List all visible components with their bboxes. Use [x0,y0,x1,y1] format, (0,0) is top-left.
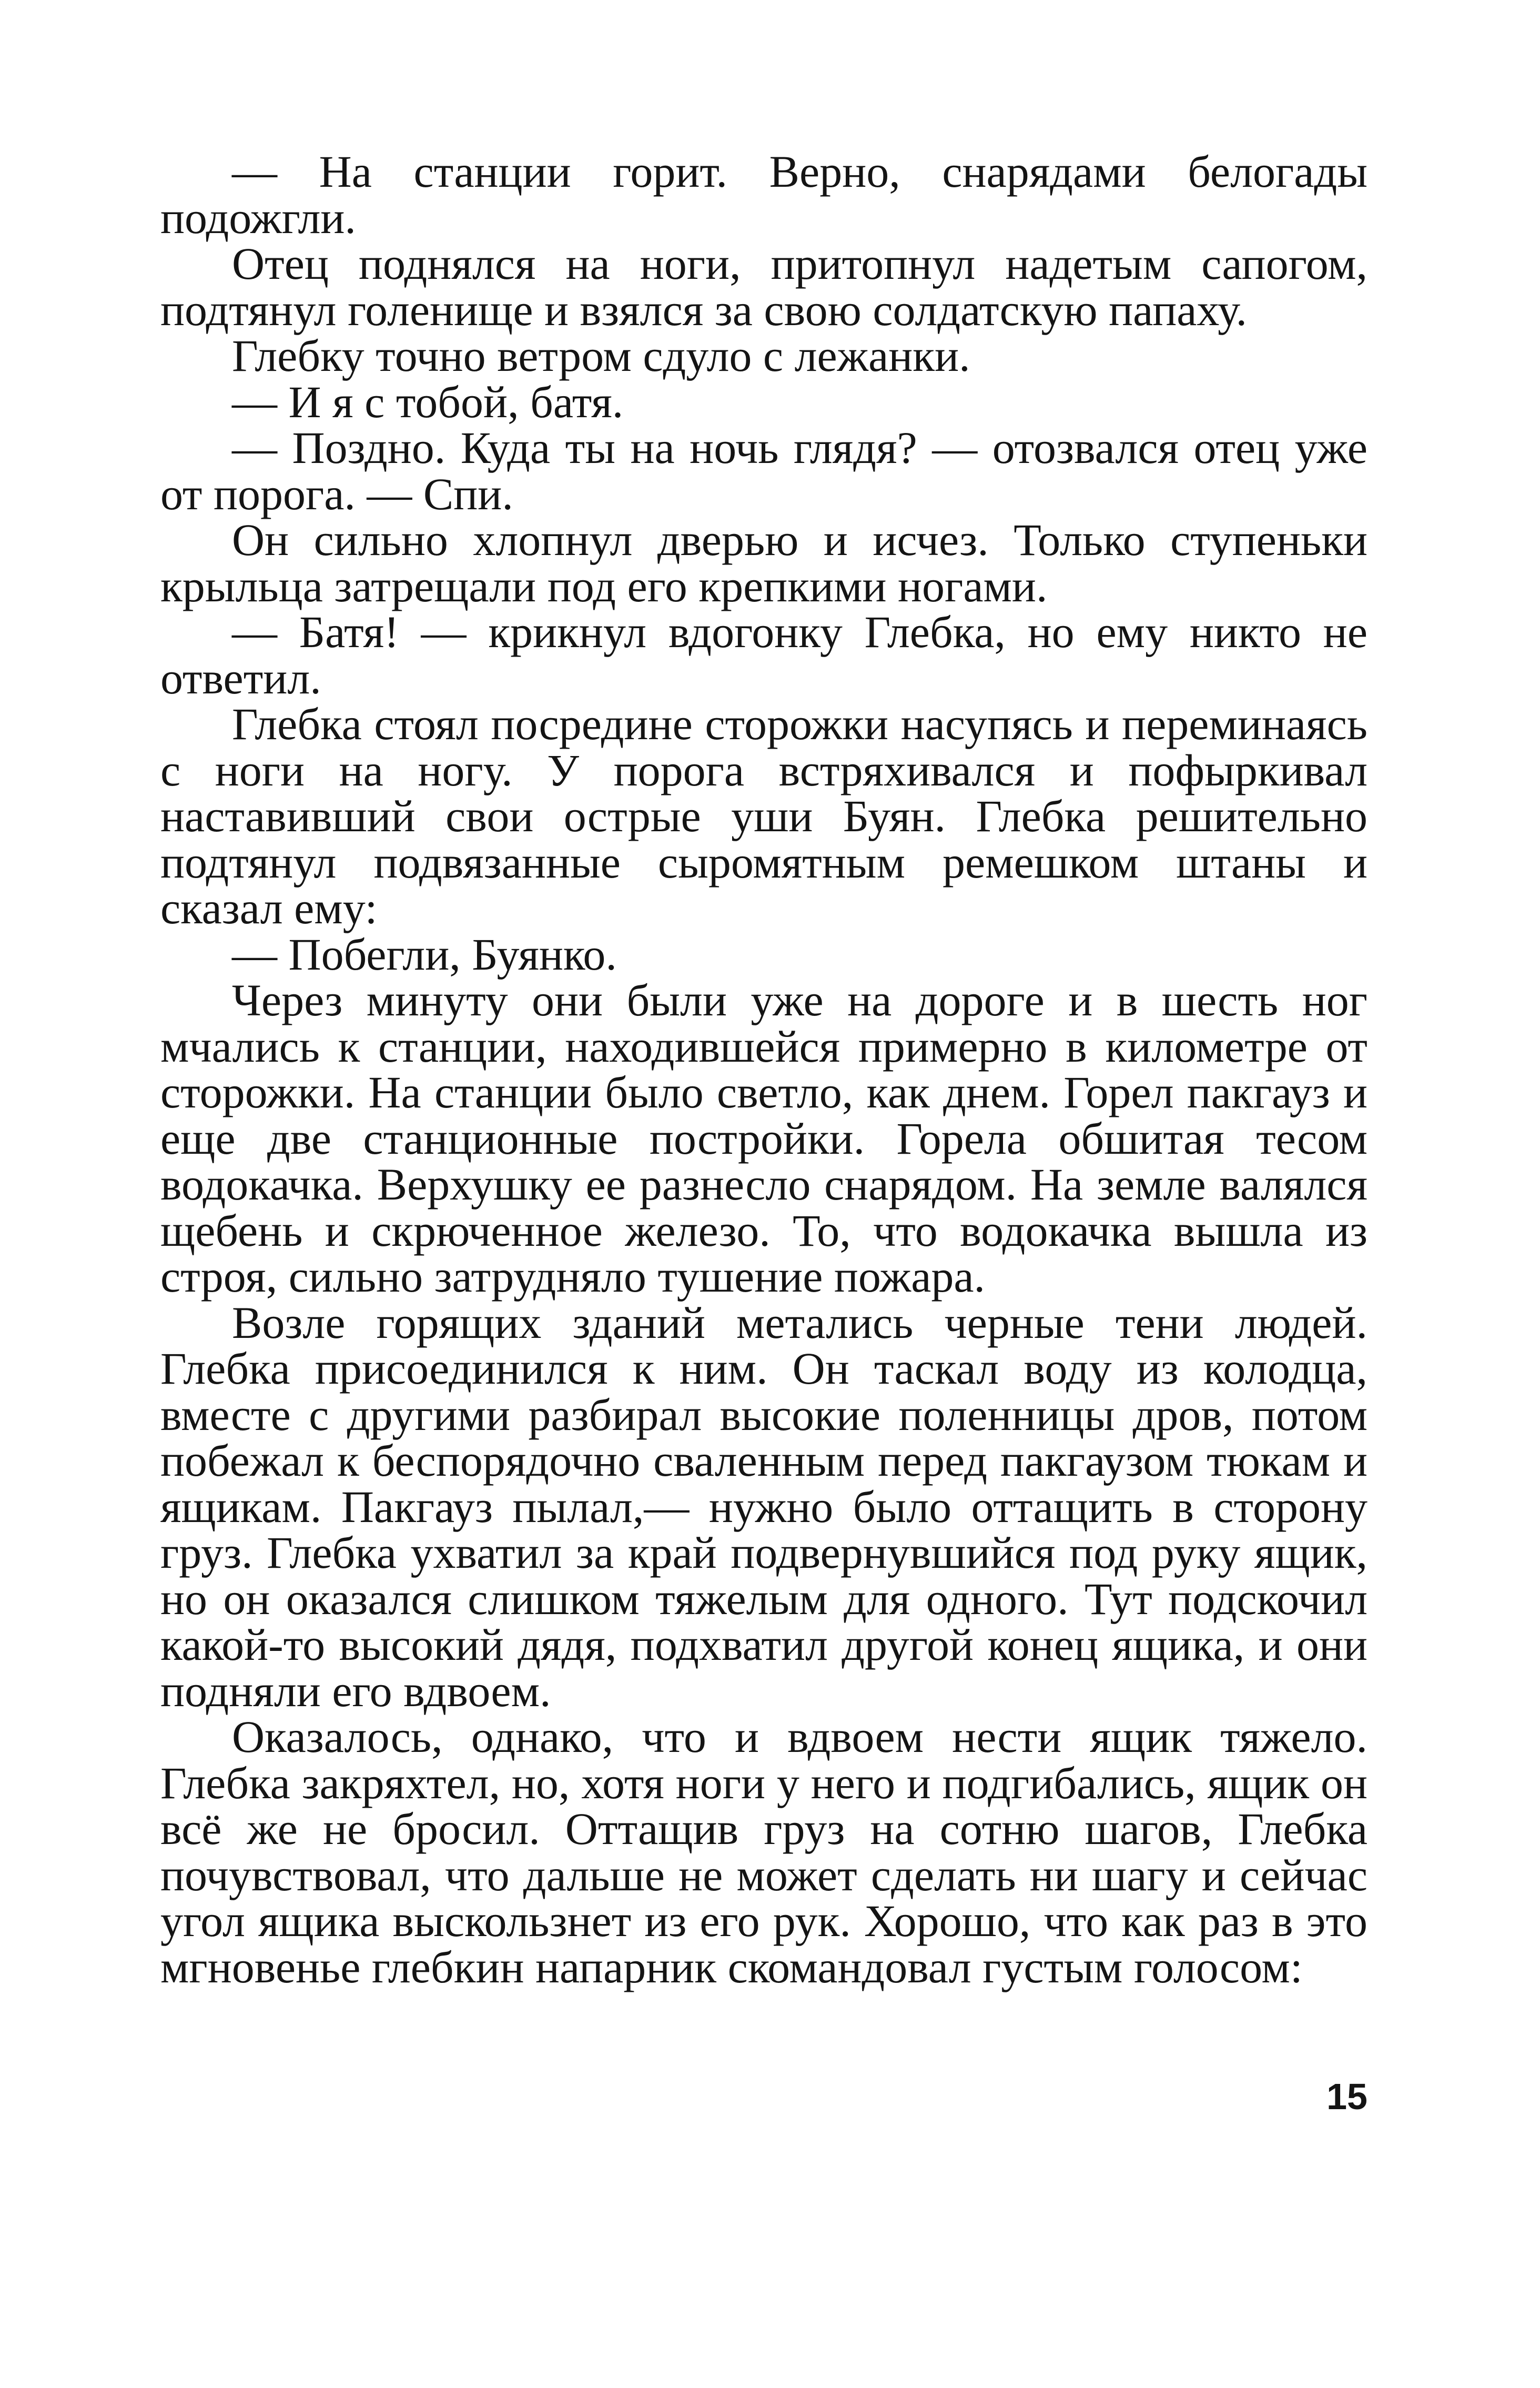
paragraph-3: Глебку точно ветром сдуло с лежанки. [232,330,970,381]
paragraph-7: — Батя! — крикнул вдогонку Глебка, но ему никто не ответил. [160,607,1367,703]
paragraph-1: — На станции горит. Верно, снарядами белогады подожгли. [160,146,1367,243]
paragraph-5: — Поздно. Куда ты на ночь глядя? — отозвался отец уже от порога. — Спи. [160,422,1367,519]
paragraph-10: Через минуту они были уже на дороге и в шесть ног мчались к станции, находившейся примерно в километре от сторожки. На станции было светло, как днем. Горел пакгауз и еще две станционные постройки. Горела обшитая тесом водокачка. Верхушку ее разнесло снарядом. На земле валялся щебень и скрюченное железо. То, что водокачка вышла из строя, сильно затрудняло тушение пожара. [160,975,1367,1302]
paragraph-2: Отец поднялся на ноги, притопнул надетым сапогом, подтянул голенище и взялся за свою солдатскую папаху. [160,238,1367,335]
paragraph-11: Возле горящих зданий метались черные тени людей. Глебка присоединился к ним. Он таскал воду из колодца, вместе с другими разбирал высокие поленницы дров, потом побежал к беспорядочно сваленным перед пакгаузом тюкам и ящикам. Пакгауз пылал,— нужно было оттащить в сторону груз. Глебка ухватил за край подвернувшийся под руку ящик, но он оказался слишком тяжелым для одного. Тут подскочил какой-то высокий дядя, подхватил другой конец ящика, и они подняли его вдвоем. [160,1297,1367,1716]
paragraph-9: — Побегли, Буянко. [232,929,617,980]
paragraph-8: Глебка стоял посредине сторожки насупясь и переминаясь с ноги на ногу. У порога встряхивался и пофыркивал наставивший свои острые уши Буян. Глебка решительно подтянул подвязанные сыромятным ремешком штаны и сказал ему: [160,699,1367,933]
page-text [160,146,1367,1992]
paragraph-6: Он сильно хлопнул дверью и исчез. Только ступеньки крыльца затрещали под его крепкими ногами. [160,515,1367,611]
page-number: 15 [1326,2076,1367,2117]
paragraph-4: — И я с тобой, батя. [232,376,624,427]
paragraph-12: Оказалось, однако, что и вдвоем нести ящик тяжело. Глебка закряхтел, но, хотя ноги у него и подгибались, ящик он всё же не бросил. Оттащив груз на сотню шагов, Глебка почувствовал, что дальше не может сделать ни шагу и сейчас угол ящика выскользнет из его рук. Хорошо, что как раз в это мгновенье глебкин напарник скомандовал густым голосом: [160,1711,1367,1992]
